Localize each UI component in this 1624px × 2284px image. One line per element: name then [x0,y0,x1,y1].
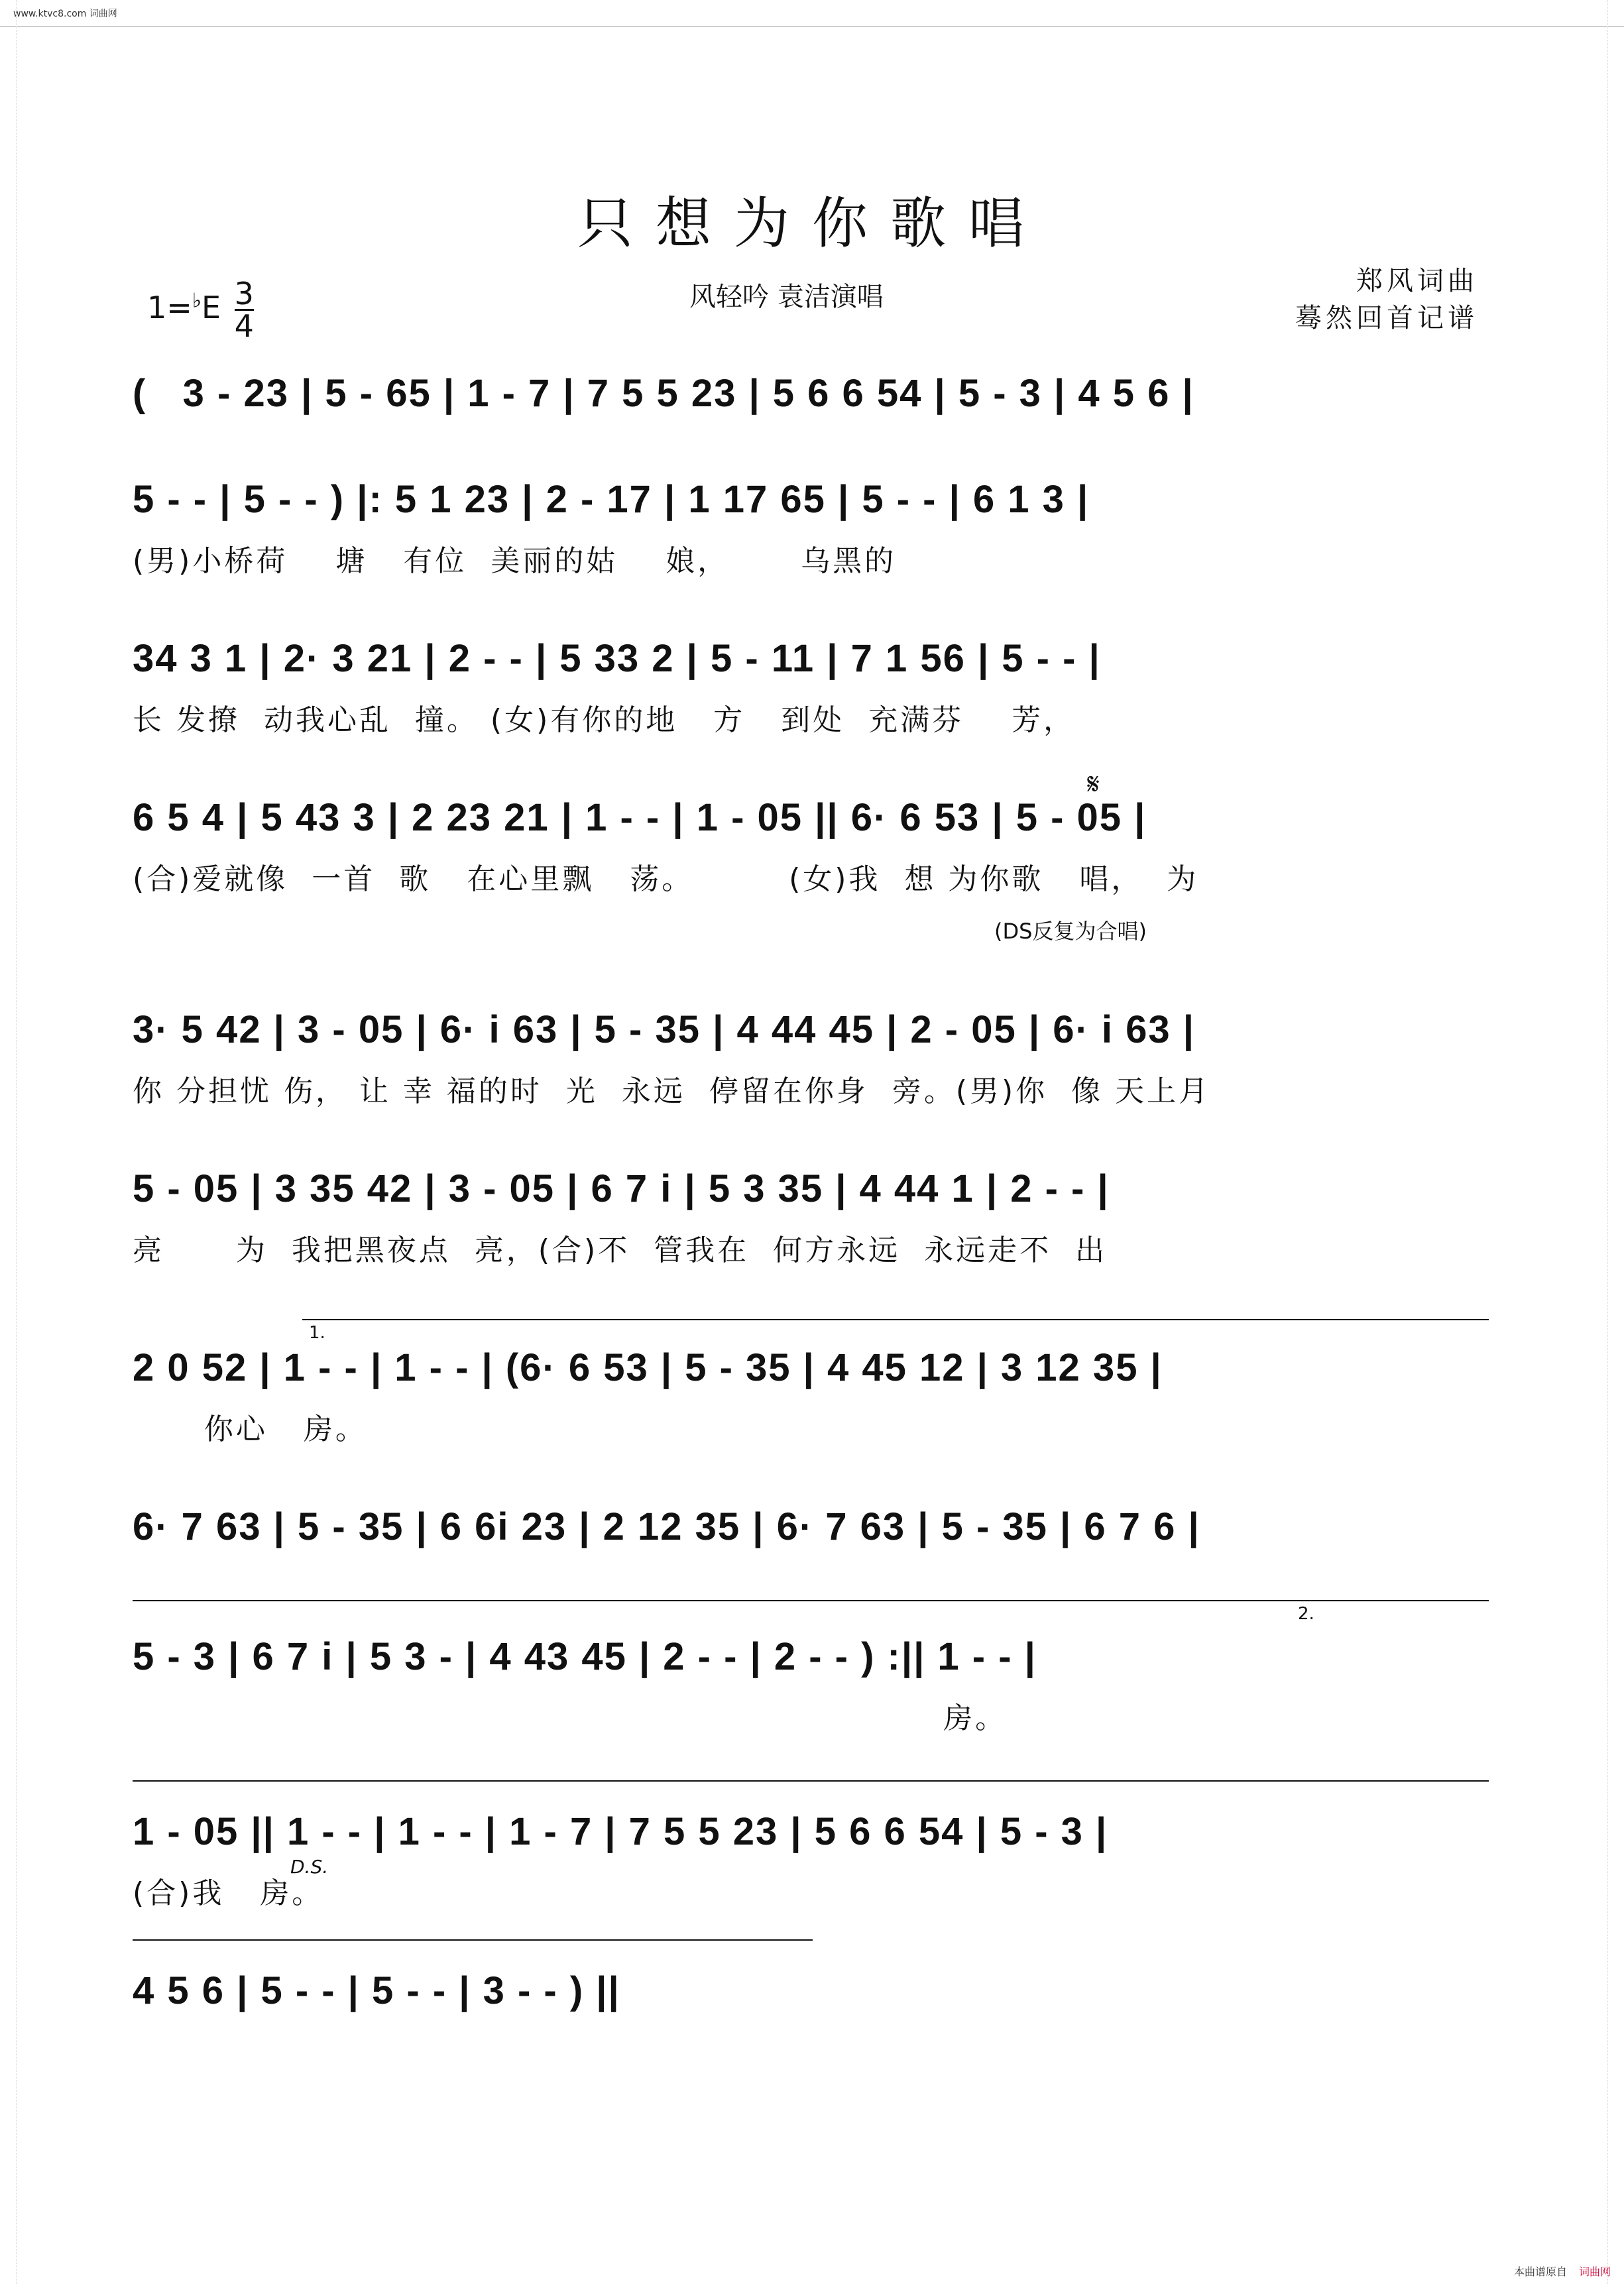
right-watermark-strip [1607,0,1624,2284]
lyrics: (男)小桥荷 塘 有位 美丽的姑 娘， 乌黑的 [133,544,897,578]
notation: 6 5 4 | 5 43 3 | 2 23 21 | 1 - - | 1 - 05 || 6· 6 53 | 5 - 05 | [133,796,1147,839]
song-title: 只想为你歌唱 [577,191,1047,256]
notation: 3· 5 42 | 3 - 05 | 6· i 63 | 5 - 35 | 4 44 45 | 2 - 05 | 6· i 63 | [133,1008,1195,1051]
time-signature [234,276,254,344]
score-line [133,1345,1491,1458]
notation: ( 3 - 23 | 5 - 65 | 1 - 7 | 7 5 5 23 | 5 6 6 54 | 5 - 3 | 4 5 6 | [133,372,1194,415]
lyrics: 亮 为 我把黑夜点 亮，(合)不 管我在 何方永远 永远走不 出 [133,1233,1108,1267]
score-line [133,1809,1491,1922]
volta-bracket [133,1600,1489,1601]
score-line [133,477,1491,590]
key-prefix: 1= [147,290,192,325]
site-label: www.ktvc8.com 词曲网 [13,9,117,19]
lyrics: 长 发撩 动我心乱 撞。 (女)有你的地 方 到处 充满芬 芳， [133,703,1076,737]
flat-sign: ♭ [192,289,202,313]
footer-logo-text: 词曲网 [1578,2265,1611,2278]
notation: 1 - 05 || 1 - - | 1 - - | 1 - 7 | 7 5 5 23 | 5 6 6 54 | 5 - 3 | [133,1810,1108,1853]
lyrics: 你心 房。 [133,1412,367,1446]
footer-text: 本曲谱原自 [1513,2265,1567,2278]
lyrics: (合)爱就像 一首 歌 在心里飘 荡。 (女)我 想 为你歌 唱， 为 [133,862,1199,896]
notation: 5 - 05 | 3 35 42 | 3 - 05 | 6 7 i | 5 3 35 | 4 44 1 | 2 - - | [133,1167,1110,1210]
notation: 5 - - | 5 - - ) |: 5 1 23 | 2 - 17 | 1 17 65 | 5 - - | 6 1 3 | [133,478,1090,521]
score-line [133,1969,1491,2081]
lyrics: 房。 [133,1701,1008,1735]
score-line [133,1007,1491,1120]
lyrics: (合)我 房。 [133,1876,324,1910]
notation: 4 5 6 | 5 - - | 5 - - | 3 - - ) || [133,1969,620,2012]
time-sig-bottom: 4 [234,308,254,344]
notation: 5 - 3 | 6 7 i | 5 3 - | 4 43 45 | 2 - - | 2 - - ) :|| 1 - - | [133,1635,1037,1678]
key-signature [147,276,254,344]
left-watermark-strip [0,0,17,2284]
lyrics: 你 分担忧 伤， 让 幸 福的时 光 永远 停留在你身 旁。(男)你 像 天上月 [133,1074,1211,1108]
top-bar [0,0,1624,27]
ds-note: (DS反复为合唱) [994,919,1147,944]
transcriber-credit: 蓦然回首记谱 [1295,303,1478,333]
volta-bracket [133,1780,1489,1782]
score-line [133,1634,1491,1747]
volta-bracket [133,1939,813,1941]
time-sig-top: 3 [234,276,254,312]
volta-2-label: 2. [1298,1604,1314,1624]
score-line [133,795,1491,908]
volta-bracket [302,1319,1489,1320]
score-line [133,636,1491,749]
footer [1514,2263,1611,2279]
score-line [133,371,1491,484]
performer-label: 风轻吟 袁洁演唱 [689,282,884,312]
ds-mark: D.S. [290,1856,329,1878]
segno-sign: 𝄋 [1087,768,1100,801]
score-line [133,1167,1491,1279]
volta-1-label: 1. [309,1323,325,1343]
notation: 34 3 1 | 2· 3 21 | 2 - - | 5 33 2 | 5 - 11 | 7 1 56 | 5 - - | [133,637,1101,680]
notation: 2 0 52 | 1 - - | 1 - - | (6· 6 53 | 5 - 35 | 4 45 12 | 3 12 35 | [133,1346,1163,1389]
key-tonic: E [201,290,221,325]
composer-credit: 郑风词曲 [1356,266,1478,296]
notation: 6· 7 63 | 5 - 35 | 6 6i 23 | 2 12 35 | 6· 7 63 | 5 - 35 | 6 7 6 | [133,1505,1200,1548]
